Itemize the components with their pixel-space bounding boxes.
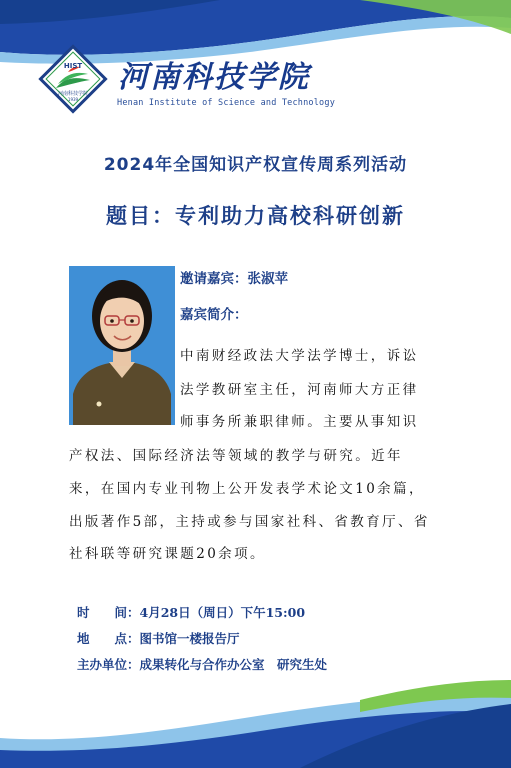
logo-badge-cn: 河南科技学院 bbox=[57, 91, 89, 97]
guest-line bbox=[180, 267, 288, 287]
time-value: 4月28日（周日）下午15:00 bbox=[139, 605, 306, 620]
guest-photo bbox=[69, 266, 175, 425]
place-label: 地 点： bbox=[77, 631, 140, 646]
bio-line: 师事务所兼职律师。主要从事知识 bbox=[180, 414, 419, 430]
bio-line: 法学教研室主任，河南师大方正律 bbox=[180, 382, 419, 398]
host-label: 主办单位： bbox=[77, 657, 140, 672]
guest-intro-heading: 嘉宾简介： bbox=[180, 307, 248, 323]
guest-label: 邀请嘉宾： bbox=[180, 271, 248, 287]
guest-name: 张淑苹 bbox=[247, 271, 288, 287]
bio-line: 产权法、国际经济法等领域的教学与研究。近年 bbox=[69, 448, 403, 464]
school-name-cn: 河南科技学院 bbox=[118, 60, 310, 95]
bio-line: 社科联等研究课题20余项。 bbox=[69, 546, 266, 562]
logo-badge-year: 1939 bbox=[67, 97, 79, 102]
topic-title: 题目：专利助力高校科研创新 bbox=[106, 204, 405, 228]
bio-line: 出版著作5部，主持或参与国家社科、省教育厅、省 bbox=[69, 514, 430, 530]
bottom-wave-decoration bbox=[0, 668, 511, 768]
time-label: 时 间： bbox=[77, 605, 140, 620]
info-time bbox=[77, 603, 305, 621]
place-value: 图书馆一楼报告厅 bbox=[139, 631, 240, 646]
bio-line: 来，在国内专业刊物上公开发表学术论文10余篇， bbox=[69, 481, 425, 497]
info-place bbox=[77, 629, 240, 647]
bio-line: 中南财经政法大学法学博士，诉讼 bbox=[180, 348, 419, 364]
school-logo-icon bbox=[38, 44, 108, 114]
school-name-en: Henan Institute of Science and Technology bbox=[117, 98, 336, 108]
logo-badge-text: HIST bbox=[63, 62, 83, 70]
event-title: 2024年全国知识产权宣传周系列活动 bbox=[103, 155, 408, 175]
host-value: 成果转化与合作办公室 研究生处 bbox=[139, 657, 328, 672]
